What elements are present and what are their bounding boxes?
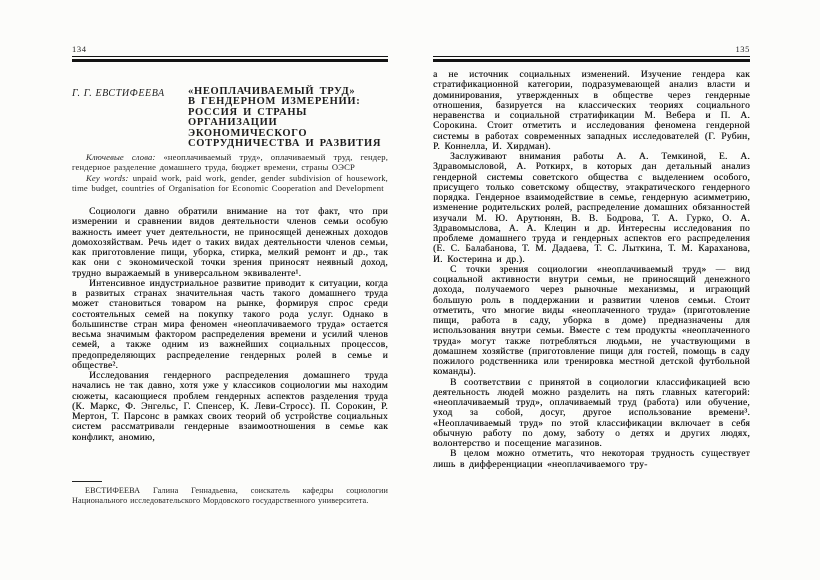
title-line: В ГЕНДЕРНОМ ИЗМЕРЕНИИ: <box>188 96 361 108</box>
author-name: Г. Г. ЕВСТИФЕЕВА <box>72 88 165 99</box>
author-footnote: ЕВСТИФЕЕВА Галина Геннадьевна, соискатель кафедры социологии Национального исследовательского Мордовского государственного университета. <box>72 486 388 505</box>
paragraph: Интенсивное индустриальное развитие приводит к ситуации, когда в развитых странах значительная часть такого домашнего труда может становиться товаром на рынке, формируя спрос среди состоятельных семей на покупку такого рода услуг. Однако в большинстве стран мира феномен «неоплачиваемого труда» остается весьма значимым фактором распределения времени и усилий членов семей, а также одним из важнейших социальных процессов, предопределяющих распределение гендерных ролей в семье и обществе². <box>72 278 388 371</box>
title-line: РОССИЯ И СТРАНЫ <box>188 106 308 118</box>
article-title <box>188 87 388 149</box>
title-line: «НЕОПЛАЧИВАЕМЫЙ ТРУД» <box>188 86 356 97</box>
page-number-left: 134 <box>72 44 87 54</box>
body-text-right <box>433 70 750 470</box>
paragraph: С точки зрения социологии «неоплачиваемый труд» — вид социальной активности внутри семьи, не приносящий денежного дохода, получаемого через рыночные механизмы, и играющий большую роль в поддержании и развитии членов семьи. Стоит отметить, что многие виды «неоплаченного труда» (приготовление пищи, работа в саду, уборка в доме) предназначены для использования внутри семьи. Вместе с тем продукты «неоплаченного труда» могут также потребляться людьми, не участвующими в домашнем хозяйстве (приготовление пищи для гостей, помощь в саду пожилого родственника или тренировка местной детской футбольной команды). <box>433 264 750 378</box>
footnote-rule <box>72 481 102 482</box>
keywords-ru-lead: Ключевые слова: <box>86 152 156 162</box>
keywords-en-lead: Key words: <box>86 172 129 183</box>
body-text-left <box>72 207 388 443</box>
keywords-en-text: unpaid work, paid work, gender, gender subdivision of housework, time budget, countries of Organisation for Economic Cooperation and Development <box>72 172 388 193</box>
article-header <box>72 87 388 149</box>
keywords-ru-text: «неоплачиваемый труд», оплачиваемый труд, гендер, гендерное разделение домашнего труда, бюджет времени, страны ОЭСР <box>72 152 388 173</box>
paragraph: В целом можно отметить, что некоторая трудность существует лишь в дифференциации «неоплачиваемого тру- <box>433 449 750 470</box>
paragraph: В соответствии с принятой в социологии классификацией всю деятельность людей можно разделить на пять главных категорий: «неоплачиваемый труд», оплачиваемый труд (работа) или обучение, уход за собой, досуг, другое использование времени³. «Неоплачиваемый труд» по этой классификации включает в себя обычную работу по дому, заботу о детях и других людях, волонтерство и посещение магазинов. <box>433 377 750 449</box>
header-rule-right <box>433 56 750 62</box>
page-number-right: 135 <box>735 44 750 54</box>
title-line: ОРГАНИЗАЦИИ ЭКОНОМИЧЕСКОГО <box>188 117 308 139</box>
paragraph: Заслуживают внимания работы А. А. Темкиной, Е. А. Здравомысловой, А. Роткирх, в которых дан детальный анализ гендерной системы советского общества с выделением особого, присущего только советскому обществу, этакратического гендерного порядка. Гендерное взаимодействие в семье, гендерную асимметрию, изменение родительских ролей, распределение домашних обязанностей изучали М. Ю. Арутюнян, В. В. Бодрова, Т. А. Гурко, О. А. Здравомыслова, А. А. Клецин и др. Интересны исследования по проблеме домашнего труда и гендерных аспектов его распределения (Е. С. Балабанова, Т. М. Дадаева, Т. С. Лыткина, Т. М. Караханова, И. Костерина и др.). <box>433 152 750 265</box>
title-line: СОТРУДНИЧЕСТВА И РАЗВИТИЯ <box>188 138 382 150</box>
keywords-ru <box>72 152 388 173</box>
paragraph-continuation: а не источник социальных изменений. Изучение гендера как стратификационной категории, подразумевающей анализ власти и доминирования, утвержденных в обществе через гендерные отношения, базируется на классических теориях социального неравенства и социальной стратификации М. Вебера и П. А. Сорокина. Стоит отметить и исследования феномена гендерной системы в работах современных западных исследователей (Г. Рубин, Р. Коннелла, И. Хирдман). <box>433 70 750 152</box>
keywords-en <box>72 173 388 194</box>
page-134 <box>72 0 388 580</box>
paragraph: Исследования гендерного распределения домашнего труда начались не так давно, хотя уже у классиков социологии мы находим сюжеты, касающиеся проблем гендерных аспектов разделения труда (К. Маркс, Ф. Энгельс, Г. Спенсер, К. Леви-Стросс). П. Сорокин, Р. Мертон, Т. Парсонс в рамках своих теорий об устройстве социальных систем рассматривали гендерные взаимоотношения в семье как конфликт, аномию, <box>72 371 388 443</box>
header-rule-left <box>72 56 388 62</box>
keywords-block <box>72 152 388 193</box>
paragraph: Социологи давно обратили внимание на тот факт, что при измерении и сравнении видов деятельности членов семьи особую важность имеет учет деятельности, не приносящей денежных доходов домохозяйствам. Речь идет о таких видах деятельности членов семьи, как приготовление пищи, уборка, стирка, мелкий ремонт и др., так как они с экономической точки зрения приносят неявный доход, трудно выражаемый в универсальном эквиваленте¹. <box>72 207 388 279</box>
page-135 <box>433 0 750 580</box>
